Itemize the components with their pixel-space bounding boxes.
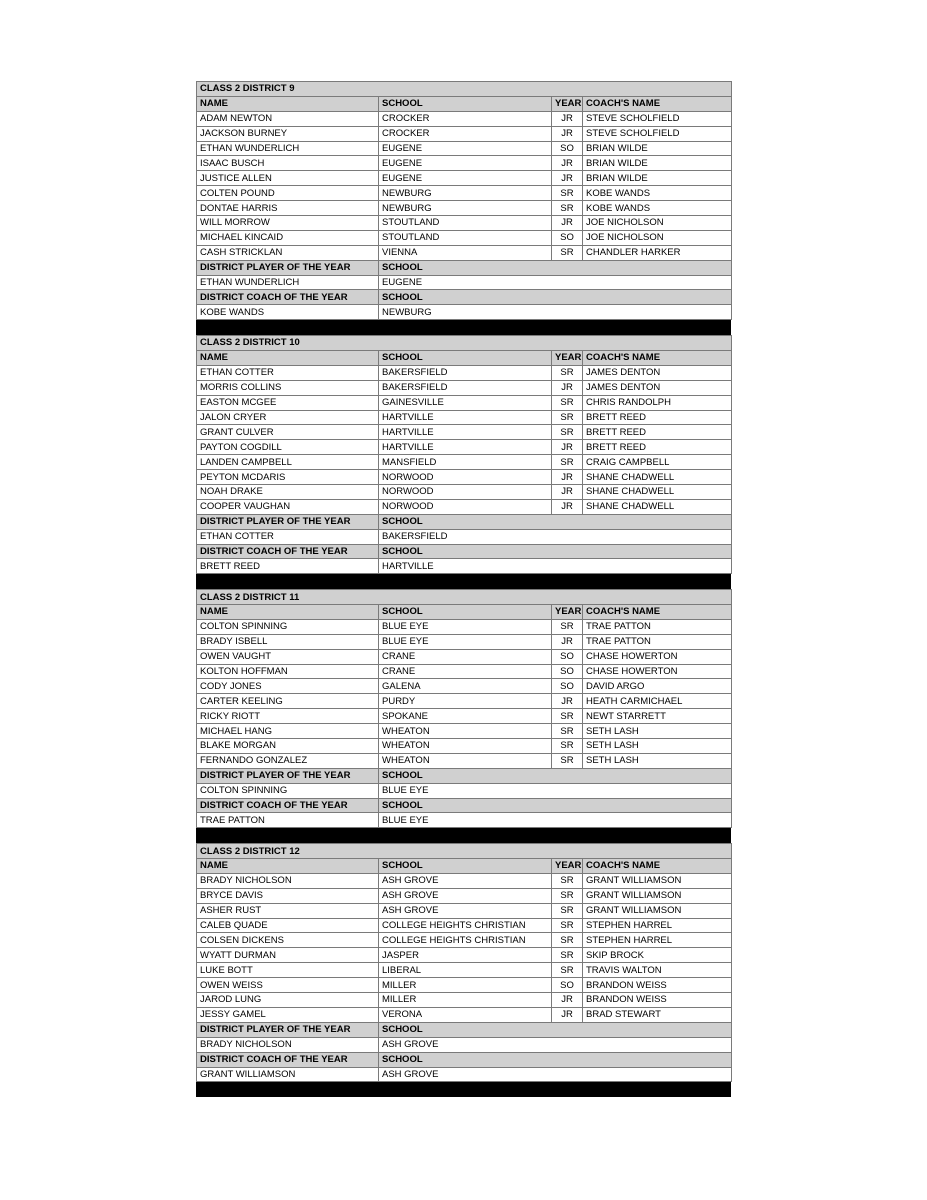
player-of-year-header-row bbox=[197, 1022, 732, 1037]
player-of-year-row bbox=[197, 1037, 732, 1052]
player-school: GALENA bbox=[379, 679, 552, 694]
player-of-year-header-row bbox=[197, 768, 732, 783]
player-coach: STEVE SCHOLFIELD bbox=[583, 126, 732, 141]
player-school: CROCKER bbox=[379, 126, 552, 141]
coach-of-year-school: HARTVILLE bbox=[379, 559, 732, 574]
player-coach: GRANT WILLIAMSON bbox=[583, 888, 732, 903]
player-row bbox=[197, 126, 732, 141]
player-school: PURDY bbox=[379, 694, 552, 709]
player-coach: SHANE CHADWELL bbox=[583, 499, 732, 514]
column-header-row bbox=[197, 350, 732, 365]
column-header-row bbox=[197, 96, 732, 111]
player-row bbox=[197, 664, 732, 679]
coach-column-header: COACH'S NAME bbox=[583, 859, 732, 874]
player-name: EASTON MCGEE bbox=[197, 395, 379, 410]
player-of-year-school: BAKERSFIELD bbox=[379, 529, 732, 544]
player-of-year-label: DISTRICT PLAYER OF THE YEAR bbox=[197, 260, 379, 275]
name-column-header: NAME bbox=[197, 350, 379, 365]
player-of-year-header-row bbox=[197, 514, 732, 529]
player-year: SR bbox=[552, 455, 583, 470]
player-of-year-label: DISTRICT PLAYER OF THE YEAR bbox=[197, 768, 379, 783]
player-school: SPOKANE bbox=[379, 709, 552, 724]
player-year: SR bbox=[552, 753, 583, 768]
coach-of-year-row bbox=[197, 1067, 732, 1082]
player-year: SR bbox=[552, 201, 583, 216]
player-school: ASH GROVE bbox=[379, 888, 552, 903]
player-coach: BRIAN WILDE bbox=[583, 156, 732, 171]
player-name: ETHAN WUNDERLICH bbox=[197, 141, 379, 156]
all-district-sheet bbox=[196, 81, 731, 1097]
player-school: EUGENE bbox=[379, 171, 552, 186]
player-row bbox=[197, 679, 732, 694]
player-year: SO bbox=[552, 664, 583, 679]
player-name: COLTEN POUND bbox=[197, 186, 379, 201]
player-coach: TRAE PATTON bbox=[583, 634, 732, 649]
player-year: SR bbox=[552, 948, 583, 963]
coach-of-year-label: DISTRICT COACH OF THE YEAR bbox=[197, 1052, 379, 1067]
coach-of-year-header-row bbox=[197, 798, 732, 813]
player-coach: JOE NICHOLSON bbox=[583, 230, 732, 245]
player-school: STOUTLAND bbox=[379, 216, 552, 231]
player-row bbox=[197, 410, 732, 425]
player-name: WYATT DURMAN bbox=[197, 948, 379, 963]
coach-of-year-label: DISTRICT COACH OF THE YEAR bbox=[197, 544, 379, 559]
district-title-row bbox=[197, 82, 732, 97]
player-school: MILLER bbox=[379, 993, 552, 1008]
player-coach: BRIAN WILDE bbox=[583, 171, 732, 186]
player-coach: SETH LASH bbox=[583, 724, 732, 739]
section-divider-bar bbox=[196, 828, 731, 843]
section-divider-bar bbox=[196, 1082, 731, 1097]
district-table bbox=[196, 589, 732, 828]
player-school: VERONA bbox=[379, 1007, 552, 1022]
player-coach: CHASE HOWERTON bbox=[583, 649, 732, 664]
player-coach: BRANDON WEISS bbox=[583, 993, 732, 1008]
player-year: JR bbox=[552, 111, 583, 126]
player-school: ASH GROVE bbox=[379, 903, 552, 918]
player-row bbox=[197, 739, 732, 754]
player-school: STOUTLAND bbox=[379, 230, 552, 245]
player-year: SR bbox=[552, 933, 583, 948]
name-column-header: NAME bbox=[197, 604, 379, 619]
player-year: JR bbox=[552, 171, 583, 186]
player-name: COLTON SPINNING bbox=[197, 619, 379, 634]
player-coach: BRETT REED bbox=[583, 425, 732, 440]
coach-of-year-row bbox=[197, 813, 732, 828]
player-row bbox=[197, 216, 732, 231]
coach-of-year-label: DISTRICT COACH OF THE YEAR bbox=[197, 798, 379, 813]
school-column-header: SCHOOL bbox=[379, 350, 552, 365]
player-row bbox=[197, 873, 732, 888]
player-coach: SHANE CHADWELL bbox=[583, 470, 732, 485]
player-coach: KOBE WANDS bbox=[583, 186, 732, 201]
player-coach: CHRIS RANDOLPH bbox=[583, 395, 732, 410]
player-name: CODY JONES bbox=[197, 679, 379, 694]
district-title-row bbox=[197, 844, 732, 859]
player-row bbox=[197, 888, 732, 903]
player-of-year-name: BRADY NICHOLSON bbox=[197, 1037, 379, 1052]
coach-of-year-school: ASH GROVE bbox=[379, 1067, 732, 1082]
player-name: ISAAC BUSCH bbox=[197, 156, 379, 171]
player-name: PEYTON MCDARIS bbox=[197, 470, 379, 485]
coach-of-year-school-label: SCHOOL bbox=[379, 1052, 732, 1067]
player-school: NORWOOD bbox=[379, 470, 552, 485]
school-column-header: SCHOOL bbox=[379, 859, 552, 874]
player-coach: KOBE WANDS bbox=[583, 201, 732, 216]
player-school: WHEATON bbox=[379, 724, 552, 739]
player-of-year-label: DISTRICT PLAYER OF THE YEAR bbox=[197, 514, 379, 529]
player-of-year-row bbox=[197, 275, 732, 290]
player-name: JUSTICE ALLEN bbox=[197, 171, 379, 186]
player-name: WILL MORROW bbox=[197, 216, 379, 231]
player-year: SO bbox=[552, 230, 583, 245]
player-year: JR bbox=[552, 499, 583, 514]
player-name: CASH STRICKLAN bbox=[197, 245, 379, 260]
coach-of-year-header-row bbox=[197, 544, 732, 559]
player-coach: TRAE PATTON bbox=[583, 619, 732, 634]
player-school: COLLEGE HEIGHTS CHRISTIAN bbox=[379, 918, 552, 933]
player-row bbox=[197, 245, 732, 260]
player-year: SR bbox=[552, 619, 583, 634]
player-coach: SETH LASH bbox=[583, 753, 732, 768]
column-header-row bbox=[197, 859, 732, 874]
player-name: ADAM NEWTON bbox=[197, 111, 379, 126]
player-year: JR bbox=[552, 440, 583, 455]
district-title-row bbox=[197, 590, 732, 605]
district-title: CLASS 2 DISTRICT 10 bbox=[197, 336, 732, 351]
player-coach: BRETT REED bbox=[583, 440, 732, 455]
coach-of-year-school: NEWBURG bbox=[379, 305, 732, 320]
player-school: WHEATON bbox=[379, 739, 552, 754]
player-row bbox=[197, 455, 732, 470]
player-row bbox=[197, 186, 732, 201]
player-of-year-name: ETHAN COTTER bbox=[197, 529, 379, 544]
player-school: BAKERSFIELD bbox=[379, 380, 552, 395]
player-school: MILLER bbox=[379, 978, 552, 993]
player-school: WHEATON bbox=[379, 753, 552, 768]
player-school: EUGENE bbox=[379, 156, 552, 171]
school-column-header: SCHOOL bbox=[379, 604, 552, 619]
player-coach: HEATH CARMICHAEL bbox=[583, 694, 732, 709]
player-school: BAKERSFIELD bbox=[379, 365, 552, 380]
player-of-year-school: ASH GROVE bbox=[379, 1037, 732, 1052]
player-year: SR bbox=[552, 888, 583, 903]
player-of-year-name: ETHAN WUNDERLICH bbox=[197, 275, 379, 290]
player-coach: DAVID ARGO bbox=[583, 679, 732, 694]
coach-of-year-row bbox=[197, 305, 732, 320]
player-row bbox=[197, 634, 732, 649]
player-name: JAROD LUNG bbox=[197, 993, 379, 1008]
player-coach: CHANDLER HARKER bbox=[583, 245, 732, 260]
player-coach: JAMES DENTON bbox=[583, 365, 732, 380]
district-title: CLASS 2 DISTRICT 9 bbox=[197, 82, 732, 97]
player-coach: SKIP BROCK bbox=[583, 948, 732, 963]
player-row bbox=[197, 694, 732, 709]
player-coach: TRAVIS WALTON bbox=[583, 963, 732, 978]
player-school: BLUE EYE bbox=[379, 634, 552, 649]
player-name: OWEN VAUGHT bbox=[197, 649, 379, 664]
player-row bbox=[197, 948, 732, 963]
player-name: COLSEN DICKENS bbox=[197, 933, 379, 948]
player-year: JR bbox=[552, 216, 583, 231]
player-school: BLUE EYE bbox=[379, 619, 552, 634]
coach-of-year-school-label: SCHOOL bbox=[379, 798, 732, 813]
player-of-year-school-label: SCHOOL bbox=[379, 260, 732, 275]
player-school: EUGENE bbox=[379, 141, 552, 156]
coach-of-year-name: GRANT WILLIAMSON bbox=[197, 1067, 379, 1082]
year-column-header: YEAR bbox=[552, 96, 583, 111]
player-name: BRYCE DAVIS bbox=[197, 888, 379, 903]
player-row bbox=[197, 395, 732, 410]
coach-of-year-row bbox=[197, 559, 732, 574]
player-name: JALON CRYER bbox=[197, 410, 379, 425]
coach-of-year-school-label: SCHOOL bbox=[379, 544, 732, 559]
player-school: GAINESVILLE bbox=[379, 395, 552, 410]
coach-column-header: COACH'S NAME bbox=[583, 96, 732, 111]
player-coach: STEVE SCHOLFIELD bbox=[583, 111, 732, 126]
school-column-header: SCHOOL bbox=[379, 96, 552, 111]
player-year: SR bbox=[552, 724, 583, 739]
player-name: NOAH DRAKE bbox=[197, 484, 379, 499]
player-coach: SHANE CHADWELL bbox=[583, 484, 732, 499]
player-of-year-label: DISTRICT PLAYER OF THE YEAR bbox=[197, 1022, 379, 1037]
player-coach: BRIAN WILDE bbox=[583, 141, 732, 156]
player-year: JR bbox=[552, 380, 583, 395]
player-name: KOLTON HOFFMAN bbox=[197, 664, 379, 679]
player-year: SO bbox=[552, 679, 583, 694]
player-row bbox=[197, 963, 732, 978]
player-year: SR bbox=[552, 365, 583, 380]
district-title: CLASS 2 DISTRICT 12 bbox=[197, 844, 732, 859]
name-column-header: NAME bbox=[197, 96, 379, 111]
player-year: JR bbox=[552, 1007, 583, 1022]
player-name: CARTER KEELING bbox=[197, 694, 379, 709]
player-coach: STEPHEN HARREL bbox=[583, 933, 732, 948]
player-of-year-school: EUGENE bbox=[379, 275, 732, 290]
coach-column-header: COACH'S NAME bbox=[583, 350, 732, 365]
coach-of-year-header-row bbox=[197, 290, 732, 305]
player-year: JR bbox=[552, 126, 583, 141]
player-name: BLAKE MORGAN bbox=[197, 739, 379, 754]
player-coach: SETH LASH bbox=[583, 739, 732, 754]
player-name: MORRIS COLLINS bbox=[197, 380, 379, 395]
player-name: BRADY ISBELL bbox=[197, 634, 379, 649]
player-name: LUKE BOTT bbox=[197, 963, 379, 978]
player-row bbox=[197, 993, 732, 1008]
player-of-year-school-label: SCHOOL bbox=[379, 768, 732, 783]
section-divider-bar bbox=[196, 574, 731, 589]
player-of-year-school: BLUE EYE bbox=[379, 783, 732, 798]
player-name: JESSY GAMEL bbox=[197, 1007, 379, 1022]
player-coach: BRETT REED bbox=[583, 410, 732, 425]
player-coach: BRAD STEWART bbox=[583, 1007, 732, 1022]
player-school: NORWOOD bbox=[379, 484, 552, 499]
section-divider-bar bbox=[196, 320, 731, 335]
coach-of-year-name: KOBE WANDS bbox=[197, 305, 379, 320]
player-school: CRANE bbox=[379, 664, 552, 679]
player-name: RICKY RIOTT bbox=[197, 709, 379, 724]
player-school: NEWBURG bbox=[379, 186, 552, 201]
player-coach: BRANDON WEISS bbox=[583, 978, 732, 993]
coach-of-year-school: BLUE EYE bbox=[379, 813, 732, 828]
player-of-year-header-row bbox=[197, 260, 732, 275]
player-coach: JOE NICHOLSON bbox=[583, 216, 732, 231]
coach-of-year-name: TRAE PATTON bbox=[197, 813, 379, 828]
player-name: PAYTON COGDILL bbox=[197, 440, 379, 455]
player-row bbox=[197, 201, 732, 216]
player-school: ASH GROVE bbox=[379, 873, 552, 888]
player-row bbox=[197, 111, 732, 126]
player-school: HARTVILLE bbox=[379, 410, 552, 425]
player-school: JASPER bbox=[379, 948, 552, 963]
player-name: JACKSON BURNEY bbox=[197, 126, 379, 141]
player-row bbox=[197, 425, 732, 440]
player-year: SR bbox=[552, 873, 583, 888]
player-school: VIENNA bbox=[379, 245, 552, 260]
player-school: LIBERAL bbox=[379, 963, 552, 978]
year-column-header: YEAR bbox=[552, 604, 583, 619]
coach-of-year-school-label: SCHOOL bbox=[379, 290, 732, 305]
player-row bbox=[197, 724, 732, 739]
player-coach: NEWT STARRETT bbox=[583, 709, 732, 724]
player-year: SR bbox=[552, 963, 583, 978]
player-year: SO bbox=[552, 141, 583, 156]
player-coach: JAMES DENTON bbox=[583, 380, 732, 395]
player-year: SR bbox=[552, 709, 583, 724]
player-year: JR bbox=[552, 993, 583, 1008]
player-year: SR bbox=[552, 186, 583, 201]
player-row bbox=[197, 171, 732, 186]
player-year: JR bbox=[552, 694, 583, 709]
player-year: SR bbox=[552, 425, 583, 440]
player-name: BRADY NICHOLSON bbox=[197, 873, 379, 888]
coach-column-header: COACH'S NAME bbox=[583, 604, 732, 619]
player-name: DONTAE HARRIS bbox=[197, 201, 379, 216]
player-year: JR bbox=[552, 156, 583, 171]
player-school: MANSFIELD bbox=[379, 455, 552, 470]
column-header-row bbox=[197, 604, 732, 619]
year-column-header: YEAR bbox=[552, 350, 583, 365]
player-row bbox=[197, 918, 732, 933]
player-school: COLLEGE HEIGHTS CHRISTIAN bbox=[379, 933, 552, 948]
player-row bbox=[197, 365, 732, 380]
player-year: SR bbox=[552, 395, 583, 410]
player-row bbox=[197, 903, 732, 918]
player-of-year-row bbox=[197, 783, 732, 798]
player-row bbox=[197, 933, 732, 948]
player-year: SR bbox=[552, 918, 583, 933]
district-table bbox=[196, 335, 732, 574]
player-of-year-row bbox=[197, 529, 732, 544]
player-year: SR bbox=[552, 245, 583, 260]
player-name: CALEB QUADE bbox=[197, 918, 379, 933]
coach-of-year-label: DISTRICT COACH OF THE YEAR bbox=[197, 290, 379, 305]
player-school: NORWOOD bbox=[379, 499, 552, 514]
player-year: JR bbox=[552, 634, 583, 649]
player-name: COOPER VAUGHAN bbox=[197, 499, 379, 514]
player-school: HARTVILLE bbox=[379, 425, 552, 440]
player-row bbox=[197, 156, 732, 171]
year-column-header: YEAR bbox=[552, 859, 583, 874]
player-row bbox=[197, 484, 732, 499]
player-row bbox=[197, 440, 732, 455]
player-row bbox=[197, 230, 732, 245]
player-school: CROCKER bbox=[379, 111, 552, 126]
player-school: HARTVILLE bbox=[379, 440, 552, 455]
district-table bbox=[196, 843, 732, 1082]
player-row bbox=[197, 978, 732, 993]
player-year: SR bbox=[552, 739, 583, 754]
player-coach: CRAIG CAMPBELL bbox=[583, 455, 732, 470]
player-name: MICHAEL HANG bbox=[197, 724, 379, 739]
coach-of-year-name: BRETT REED bbox=[197, 559, 379, 574]
player-name: MICHAEL KINCAID bbox=[197, 230, 379, 245]
player-year: SO bbox=[552, 649, 583, 664]
player-row bbox=[197, 499, 732, 514]
player-row bbox=[197, 141, 732, 156]
player-coach: CHASE HOWERTON bbox=[583, 664, 732, 679]
player-year: SR bbox=[552, 410, 583, 425]
player-coach: STEPHEN HARREL bbox=[583, 918, 732, 933]
player-row bbox=[197, 1007, 732, 1022]
player-year: SR bbox=[552, 903, 583, 918]
name-column-header: NAME bbox=[197, 859, 379, 874]
district-table bbox=[196, 81, 732, 320]
district-title-row bbox=[197, 336, 732, 351]
player-name: LANDEN CAMPBELL bbox=[197, 455, 379, 470]
player-year: SO bbox=[552, 978, 583, 993]
player-row bbox=[197, 753, 732, 768]
player-row bbox=[197, 470, 732, 485]
player-year: JR bbox=[552, 484, 583, 499]
player-of-year-name: COLTON SPINNING bbox=[197, 783, 379, 798]
player-of-year-school-label: SCHOOL bbox=[379, 1022, 732, 1037]
player-name: OWEN WEISS bbox=[197, 978, 379, 993]
coach-of-year-header-row bbox=[197, 1052, 732, 1067]
player-row bbox=[197, 380, 732, 395]
player-coach: GRANT WILLIAMSON bbox=[583, 873, 732, 888]
player-school: NEWBURG bbox=[379, 201, 552, 216]
player-coach: GRANT WILLIAMSON bbox=[583, 903, 732, 918]
player-name: ETHAN COTTER bbox=[197, 365, 379, 380]
player-row bbox=[197, 649, 732, 664]
player-row bbox=[197, 709, 732, 724]
player-row bbox=[197, 619, 732, 634]
player-year: JR bbox=[552, 470, 583, 485]
player-of-year-school-label: SCHOOL bbox=[379, 514, 732, 529]
player-name: GRANT CULVER bbox=[197, 425, 379, 440]
player-name: FERNANDO GONZALEZ bbox=[197, 753, 379, 768]
player-name: ASHER RUST bbox=[197, 903, 379, 918]
player-school: CRANE bbox=[379, 649, 552, 664]
district-title: CLASS 2 DISTRICT 11 bbox=[197, 590, 732, 605]
